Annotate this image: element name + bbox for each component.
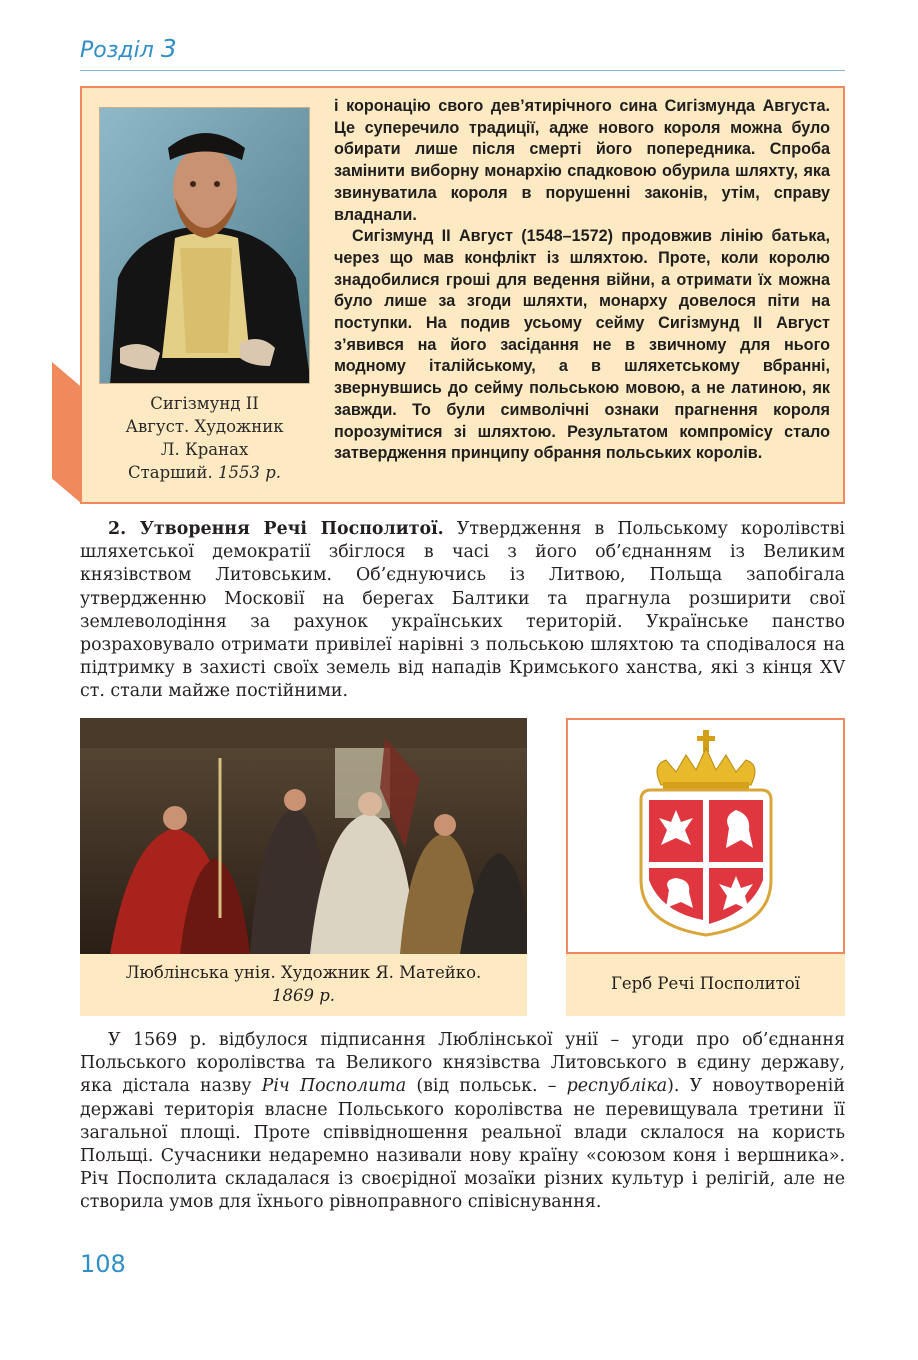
info-paragraph: і коронацію свого дев’ятирічного сина Сигізмунда Августа. Це суперечило традиції, адже нового короля можна було обирати лише після смерті його попередника. Спроба замінити виборну монархію спадковою обурила шляхту, яка звинуватила короля в порушенні законів, утім, справу владнали. [334, 97, 830, 224]
painting-caption-year: 1869 р. [271, 986, 336, 1005]
page-number: 108 [80, 1250, 126, 1278]
section-header [80, 34, 177, 63]
side-tab-marker [52, 362, 82, 504]
portrait-caption-year: 1553 р. [217, 463, 282, 482]
portrait-caption-text: Старший. [127, 463, 218, 482]
info-box-text [334, 96, 830, 465]
coat-of-arms-caption-box [566, 954, 845, 1016]
section-2-heading: 2. Утворення Речі Посполитої. [108, 519, 444, 539]
portrait-caption [99, 392, 310, 484]
section-word: Розділ [80, 38, 154, 63]
lublin-union-painting [80, 718, 527, 954]
portrait-caption-line: Л. Кранах [160, 440, 249, 459]
painting-caption-line: Люблінська унія. Художник Я. Матейко. [125, 963, 482, 982]
painting-caption [80, 961, 527, 1007]
coat-of-arms-image [568, 720, 843, 952]
text-segment: ). У новоутвореній державі територія власне Польського королівства не перевищувала третини її загальної площі. Проте співвідношення реальної влади склалося на користь Польщі. Сучасники недаремно називали нову країну «союзом коня і вершника». Річ Посполита складалася із своєрідної мозаїки різних культур і релігій, але не створила умов для їхнього рівноправного співіснування. [80, 1076, 845, 1213]
term-rich-pospolyta: Річ Посполита [261, 1076, 407, 1097]
portrait-image [99, 107, 310, 384]
portrait-caption-line: Сигізмунд II [150, 394, 259, 413]
info-box [80, 86, 845, 504]
text-segment: (від польськ. – [406, 1076, 567, 1097]
portrait-caption-line [99, 461, 310, 484]
section-3-text [80, 1029, 845, 1215]
section-number: 3 [160, 34, 177, 63]
section-2-text [80, 518, 845, 704]
coat-of-arms-frame [566, 718, 845, 954]
info-paragraph: Сигізмунд II Август (1548–1572) продовжив лінію батька, через що мав конфлікт із шляхтою. Проте, коли королю знадобилися гроші для ведення війни, а отримати їх можна було лише за згоди шляхти, монарху довелося піти на поступки. На подив усьому сейму Сигізмунд II Август з’явився на його засідання не в звичному для нього модному італійському, а в шляхетському вбранні, звернувшись до сейму польською мовою, а не латиною, як завжди. То були символічні ознаки прагнення короля порозумітися зі шляхтою. Результатом компромісу стало затвердження принципу обрання польських королів. [334, 227, 830, 463]
painting-caption-box [80, 954, 527, 1016]
section-2-body: Утвердження в Польському королівстві шляхетської демократії збіглося в часі з його об’єднанням із Великим князівством Литовським. Об’єднуючись із Литвою, Польща запобігала утвердженню Московії на берегах Балтики та прагнула розширити свої землеволодіння за рахунок українських територій. Українське панство розраховувало отримати привілеї нарівні з польською шляхтою та сподівалося на підтримку в захисті своїх земель від нападів Кримського ханства, які з кінця XV ст. стали майже постійними. [80, 519, 845, 702]
text-segment: У 1569 р. відбулося підписання Люблінської унії – угоди про об’єднання Польського королівства та Великого князівства Литовського в єдину державу, яка дістала назву [80, 1030, 845, 1097]
header-divider [80, 70, 845, 71]
term-respublika: республіка [566, 1076, 668, 1097]
portrait-caption-line: Август. Художник [125, 417, 284, 436]
coat-of-arms-caption: Герб Речі Посполитої [610, 974, 801, 993]
